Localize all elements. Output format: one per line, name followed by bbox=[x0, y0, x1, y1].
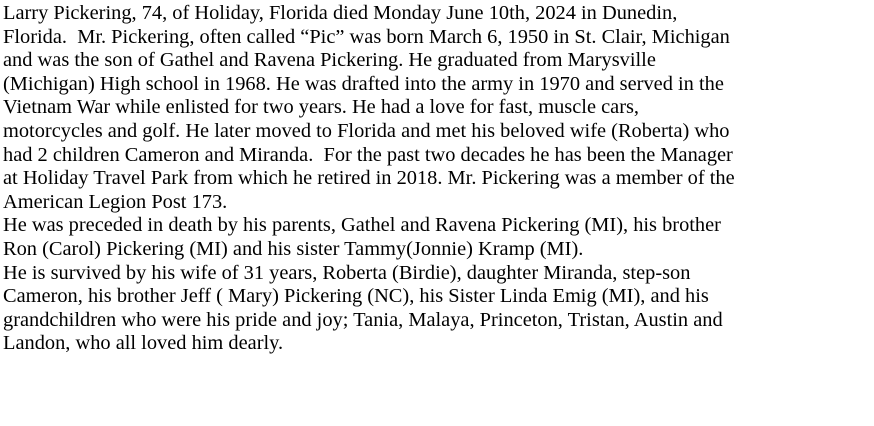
text-line: Larry Pickering, 74, of Holiday, Florida died Monday June 10th, 2024 in Dunedin, bbox=[3, 2, 678, 24]
text-line: Landon, who all loved him dearly. bbox=[3, 332, 284, 355]
paragraph-preceded-in-death bbox=[3, 214, 874, 261]
paragraph-biography bbox=[3, 2, 874, 214]
text-line: He was preceded in death by his parents, Gathel and Ravena Pickering (MI), his brother bbox=[3, 214, 721, 237]
paragraph-survived-by bbox=[3, 262, 874, 356]
text-line: at Holiday Travel Park from which he retired in 2018. Mr. Pickering was a member of the bbox=[3, 167, 735, 190]
text-line: Vietnam War while enlisted for two years. He had a love for fast, muscle cars, bbox=[3, 96, 640, 119]
text-line: American Legion Post 173. bbox=[3, 190, 228, 213]
text-line: and was the son of Gathel and Ravena Pickering. He graduated from Marysville bbox=[3, 49, 656, 72]
text-line: He is survived by his wife of 31 years, Roberta (Birdie), daughter Miranda, step-son bbox=[3, 261, 691, 284]
text-line: Cameron, his brother Jeff ( Mary) Pickering (NC), his Sister Linda Emig (MI), and his bbox=[3, 285, 709, 308]
text-line: Florida. Mr. Pickering, often called “Pic” was born March 6, 1950 in St. Clair, Michigan bbox=[3, 25, 730, 48]
text-line: had 2 children Cameron and Miranda. For the past two decades he has been the Manager bbox=[3, 143, 733, 166]
text-line: motorcycles and golf. He later moved to Florida and met his beloved wife (Roberta) who bbox=[3, 119, 730, 142]
text-line: (Michigan) High school in 1968. He was drafted into the army in 1970 and served in the bbox=[3, 72, 724, 95]
text-line: grandchildren who were his pride and joy; Tania, Malaya, Princeton, Tristan, Austin and bbox=[3, 308, 723, 331]
text-line: Ron (Carol) Pickering (MI) and his sister Tammy(Jonnie) Kramp (MI). bbox=[3, 237, 584, 260]
